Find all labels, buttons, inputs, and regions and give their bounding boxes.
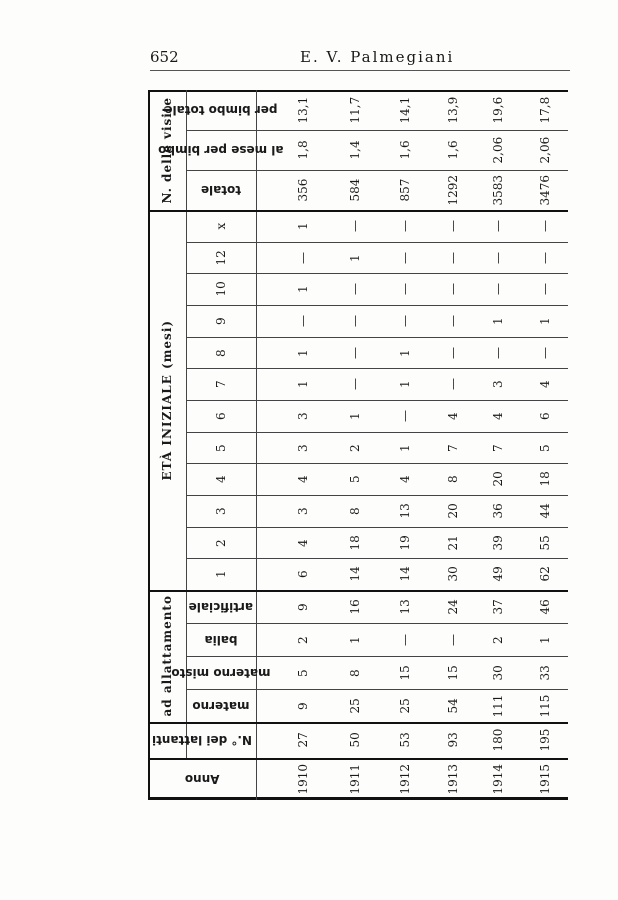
feeding-cell: 5 xyxy=(296,668,310,677)
age-col-header: 2 xyxy=(214,538,228,547)
feeding-cell: 8 xyxy=(348,668,362,677)
age-cell: — xyxy=(538,251,552,264)
visits-cell: 19,6 xyxy=(491,96,505,124)
age-cell: 5 xyxy=(348,475,362,484)
visits-cell: 1,6 xyxy=(398,140,412,160)
age-cell: 20 xyxy=(446,503,460,519)
visits-cell: 17,8 xyxy=(538,96,552,124)
age-cell: — xyxy=(348,314,362,327)
age-group-title: ETÀ INIZIALE (mesi) xyxy=(160,319,174,481)
age-col-rule xyxy=(186,463,568,464)
age-cell: — xyxy=(446,251,460,264)
age-col-header: 10 xyxy=(214,281,228,297)
band-rule-1 xyxy=(148,590,568,592)
age-cell: — xyxy=(398,219,412,232)
age-cell: — xyxy=(446,314,460,327)
age-cell: 3 xyxy=(491,380,505,389)
age-col-header: 4 xyxy=(214,475,228,484)
age-cell: 1 xyxy=(348,253,362,262)
anno-cell: 1913 xyxy=(446,763,460,795)
infants-cell: 53 xyxy=(398,732,412,748)
age-cell: 4 xyxy=(446,412,460,420)
age-col-rule xyxy=(186,242,568,243)
visits-cell: 1,4 xyxy=(348,140,362,160)
age-cell: 19 xyxy=(398,534,412,550)
visits-col-rule xyxy=(186,170,568,171)
infants-cell: 93 xyxy=(446,732,460,748)
age-cell: — xyxy=(491,346,505,359)
visits-cell: 1,8 xyxy=(296,140,310,160)
age-cell: 20 xyxy=(491,471,505,487)
infants-cell: 180 xyxy=(491,728,505,752)
feeding-cell: 9 xyxy=(296,701,310,710)
age-cell: — xyxy=(348,219,362,232)
age-cell: 36 xyxy=(491,503,505,519)
visits-cell: 857 xyxy=(398,178,412,202)
feeding-cell: 24 xyxy=(446,598,460,614)
age-cell: 14 xyxy=(348,566,362,582)
age-cell: — xyxy=(296,314,310,327)
age-col-rule xyxy=(186,368,568,369)
age-cell: 6 xyxy=(296,570,310,579)
age-cell: 21 xyxy=(446,534,460,550)
anno-cell: 1910 xyxy=(296,763,310,795)
age-cell: — xyxy=(491,283,505,296)
age-cell: — xyxy=(348,283,362,296)
age-cell: 1 xyxy=(296,222,310,230)
age-cell: 4 xyxy=(296,475,310,484)
feeding-cell: 46 xyxy=(538,598,552,614)
table-bottom-rule xyxy=(148,797,568,800)
age-cell: 1 xyxy=(296,285,310,294)
age-cell: 62 xyxy=(538,566,552,582)
age-cell: — xyxy=(491,251,505,264)
visits-group-title: N. delle visite xyxy=(160,96,174,204)
feeding-col-header: materno misto xyxy=(171,665,271,680)
feeding-cell: 13 xyxy=(398,598,412,614)
feeding-cell: 15 xyxy=(446,664,460,680)
age-cell: 39 xyxy=(491,534,505,550)
feeding-cell: 1 xyxy=(348,635,362,644)
band-rule-0 xyxy=(148,210,568,212)
infants-cell: 195 xyxy=(538,728,552,752)
feeding-col-rule xyxy=(186,656,568,657)
infants-cell: 50 xyxy=(348,732,362,748)
age-col-header: 12 xyxy=(214,249,228,265)
feeding-cell: 9 xyxy=(296,602,310,611)
band-rule-3 xyxy=(148,758,568,760)
feeding-cell: — xyxy=(398,633,412,646)
feeding-cell: 1 xyxy=(538,635,552,644)
age-col-rule xyxy=(186,558,568,559)
age-cell: 1 xyxy=(348,412,362,420)
visits-cell: 13,1 xyxy=(296,96,310,124)
visits-cell: 3583 xyxy=(491,174,505,206)
age-cell: 8 xyxy=(446,475,460,484)
age-col-rule xyxy=(186,495,568,496)
infants-cell: 27 xyxy=(296,732,310,748)
age-col-header: 5 xyxy=(214,443,228,452)
age-col-rule xyxy=(186,432,568,433)
age-cell: 4 xyxy=(491,412,505,420)
anno-cell: 1912 xyxy=(398,763,412,795)
feeding-cell: 115 xyxy=(538,694,552,717)
age-cell: 7 xyxy=(491,443,505,452)
feeding-cell: 30 xyxy=(491,664,505,680)
age-cell: — xyxy=(348,378,362,391)
anno-cell: 1911 xyxy=(348,763,362,795)
visits-cell: 1,6 xyxy=(446,140,460,160)
age-cell: 1 xyxy=(538,317,552,325)
age-cell: — xyxy=(538,283,552,296)
age-cell: — xyxy=(348,346,362,359)
feeding-cell: 2 xyxy=(296,635,310,644)
age-col-rule xyxy=(186,400,568,401)
visits-cell: 356 xyxy=(296,178,310,202)
visits-col-header: al mese per bimbo xyxy=(158,143,284,157)
age-cell: 1 xyxy=(398,443,412,452)
age-cell: 3 xyxy=(296,412,310,420)
page-number: 652 xyxy=(150,48,179,66)
feeding-cell: 16 xyxy=(348,598,362,614)
header-rule xyxy=(150,70,570,71)
feeding-cell: — xyxy=(446,633,460,646)
age-cell: — xyxy=(398,251,412,264)
age-cell: 1 xyxy=(296,348,310,357)
age-col-header: x xyxy=(214,222,228,230)
feeding-col-rule xyxy=(186,623,568,624)
age-cell: 1 xyxy=(398,380,412,389)
age-cell: — xyxy=(538,346,552,359)
age-cell: — xyxy=(446,219,460,232)
anno-col-header: Anno xyxy=(184,772,220,786)
age-cell: 3 xyxy=(296,507,310,515)
feeding-cell: 2 xyxy=(491,635,505,644)
age-cell: — xyxy=(398,314,412,327)
age-cell: 18 xyxy=(348,534,362,550)
age-cell: 44 xyxy=(538,503,552,519)
age-cell: 4 xyxy=(296,538,310,547)
age-cell: — xyxy=(538,219,552,232)
age-col-header: 6 xyxy=(214,412,228,420)
age-cell: 18 xyxy=(538,471,552,487)
age-cell: 13 xyxy=(398,503,412,519)
visits-cell: 2,06 xyxy=(538,136,552,164)
age-cell: 6 xyxy=(538,412,552,420)
feeding-col-header: materno xyxy=(192,698,250,713)
age-cell: — xyxy=(398,283,412,296)
age-cell: — xyxy=(398,409,412,422)
group-label-divider xyxy=(186,90,187,758)
age-cell: 2 xyxy=(348,443,362,452)
age-col-header: 1 xyxy=(214,570,228,579)
visits-col-header: per bimbo totale xyxy=(164,103,278,117)
age-cell: — xyxy=(296,251,310,264)
visits-cell: 11,7 xyxy=(348,96,362,124)
infants-col-header: N.° dei lattanti xyxy=(152,733,252,747)
age-cell: 3 xyxy=(296,443,310,452)
feeding-cell: 25 xyxy=(398,697,412,713)
age-cell: 8 xyxy=(348,507,362,515)
feeding-cell: 37 xyxy=(491,598,505,614)
feeding-cell: 54 xyxy=(446,697,460,713)
feeding-col-header: artificiale xyxy=(188,599,253,614)
visits-cell: 1292 xyxy=(446,174,460,206)
anno-cell: 1915 xyxy=(538,763,552,795)
age-col-rule xyxy=(186,305,568,306)
age-col-header: 8 xyxy=(214,348,228,357)
age-cell: — xyxy=(446,378,460,391)
age-col-header: 3 xyxy=(214,507,228,515)
table-top-rule xyxy=(148,90,568,92)
age-cell: 4 xyxy=(398,475,412,484)
running-title: E. V. Palmegiani xyxy=(300,48,455,66)
age-cell: 5 xyxy=(538,443,552,452)
visits-cell: 13,9 xyxy=(446,96,460,124)
feeding-cell: 15 xyxy=(398,664,412,680)
age-cell: 1 xyxy=(296,380,310,389)
age-cell: 49 xyxy=(491,566,505,582)
header-divider xyxy=(256,90,257,800)
age-col-rule xyxy=(186,337,568,338)
age-cell: 1 xyxy=(491,317,505,325)
feeding-group-title: ad allattamento xyxy=(160,595,174,717)
age-col-rule xyxy=(186,527,568,528)
anno-cell: 1914 xyxy=(491,763,505,795)
feeding-col-header: balia xyxy=(204,632,238,647)
age-cell: 1 xyxy=(398,348,412,357)
age-col-header: 9 xyxy=(214,317,228,325)
age-cell: 4 xyxy=(538,380,552,389)
band-rule-2 xyxy=(148,722,568,724)
table-left-rule xyxy=(148,90,150,800)
feeding-cell: 33 xyxy=(538,664,552,680)
visits-cell: 3476 xyxy=(538,174,552,206)
age-col-header: 7 xyxy=(214,380,228,389)
age-cell: 7 xyxy=(446,443,460,452)
visits-cell: 584 xyxy=(348,178,362,202)
visits-cell: 2,06 xyxy=(491,136,505,164)
age-cell: — xyxy=(491,219,505,232)
age-cell: 55 xyxy=(538,534,552,550)
age-cell: 14 xyxy=(398,566,412,582)
age-cell: 30 xyxy=(446,566,460,582)
feeding-cell: 25 xyxy=(348,697,362,713)
visits-col-rule xyxy=(186,130,568,131)
age-cell: — xyxy=(446,346,460,359)
feeding-col-rule xyxy=(186,689,568,690)
feeding-cell: 111 xyxy=(491,694,505,717)
visits-col-header: totale xyxy=(200,183,241,197)
visits-cell: 14,1 xyxy=(398,96,412,124)
statistics-table xyxy=(148,90,568,800)
age-col-rule xyxy=(186,273,568,274)
age-cell: — xyxy=(446,283,460,296)
